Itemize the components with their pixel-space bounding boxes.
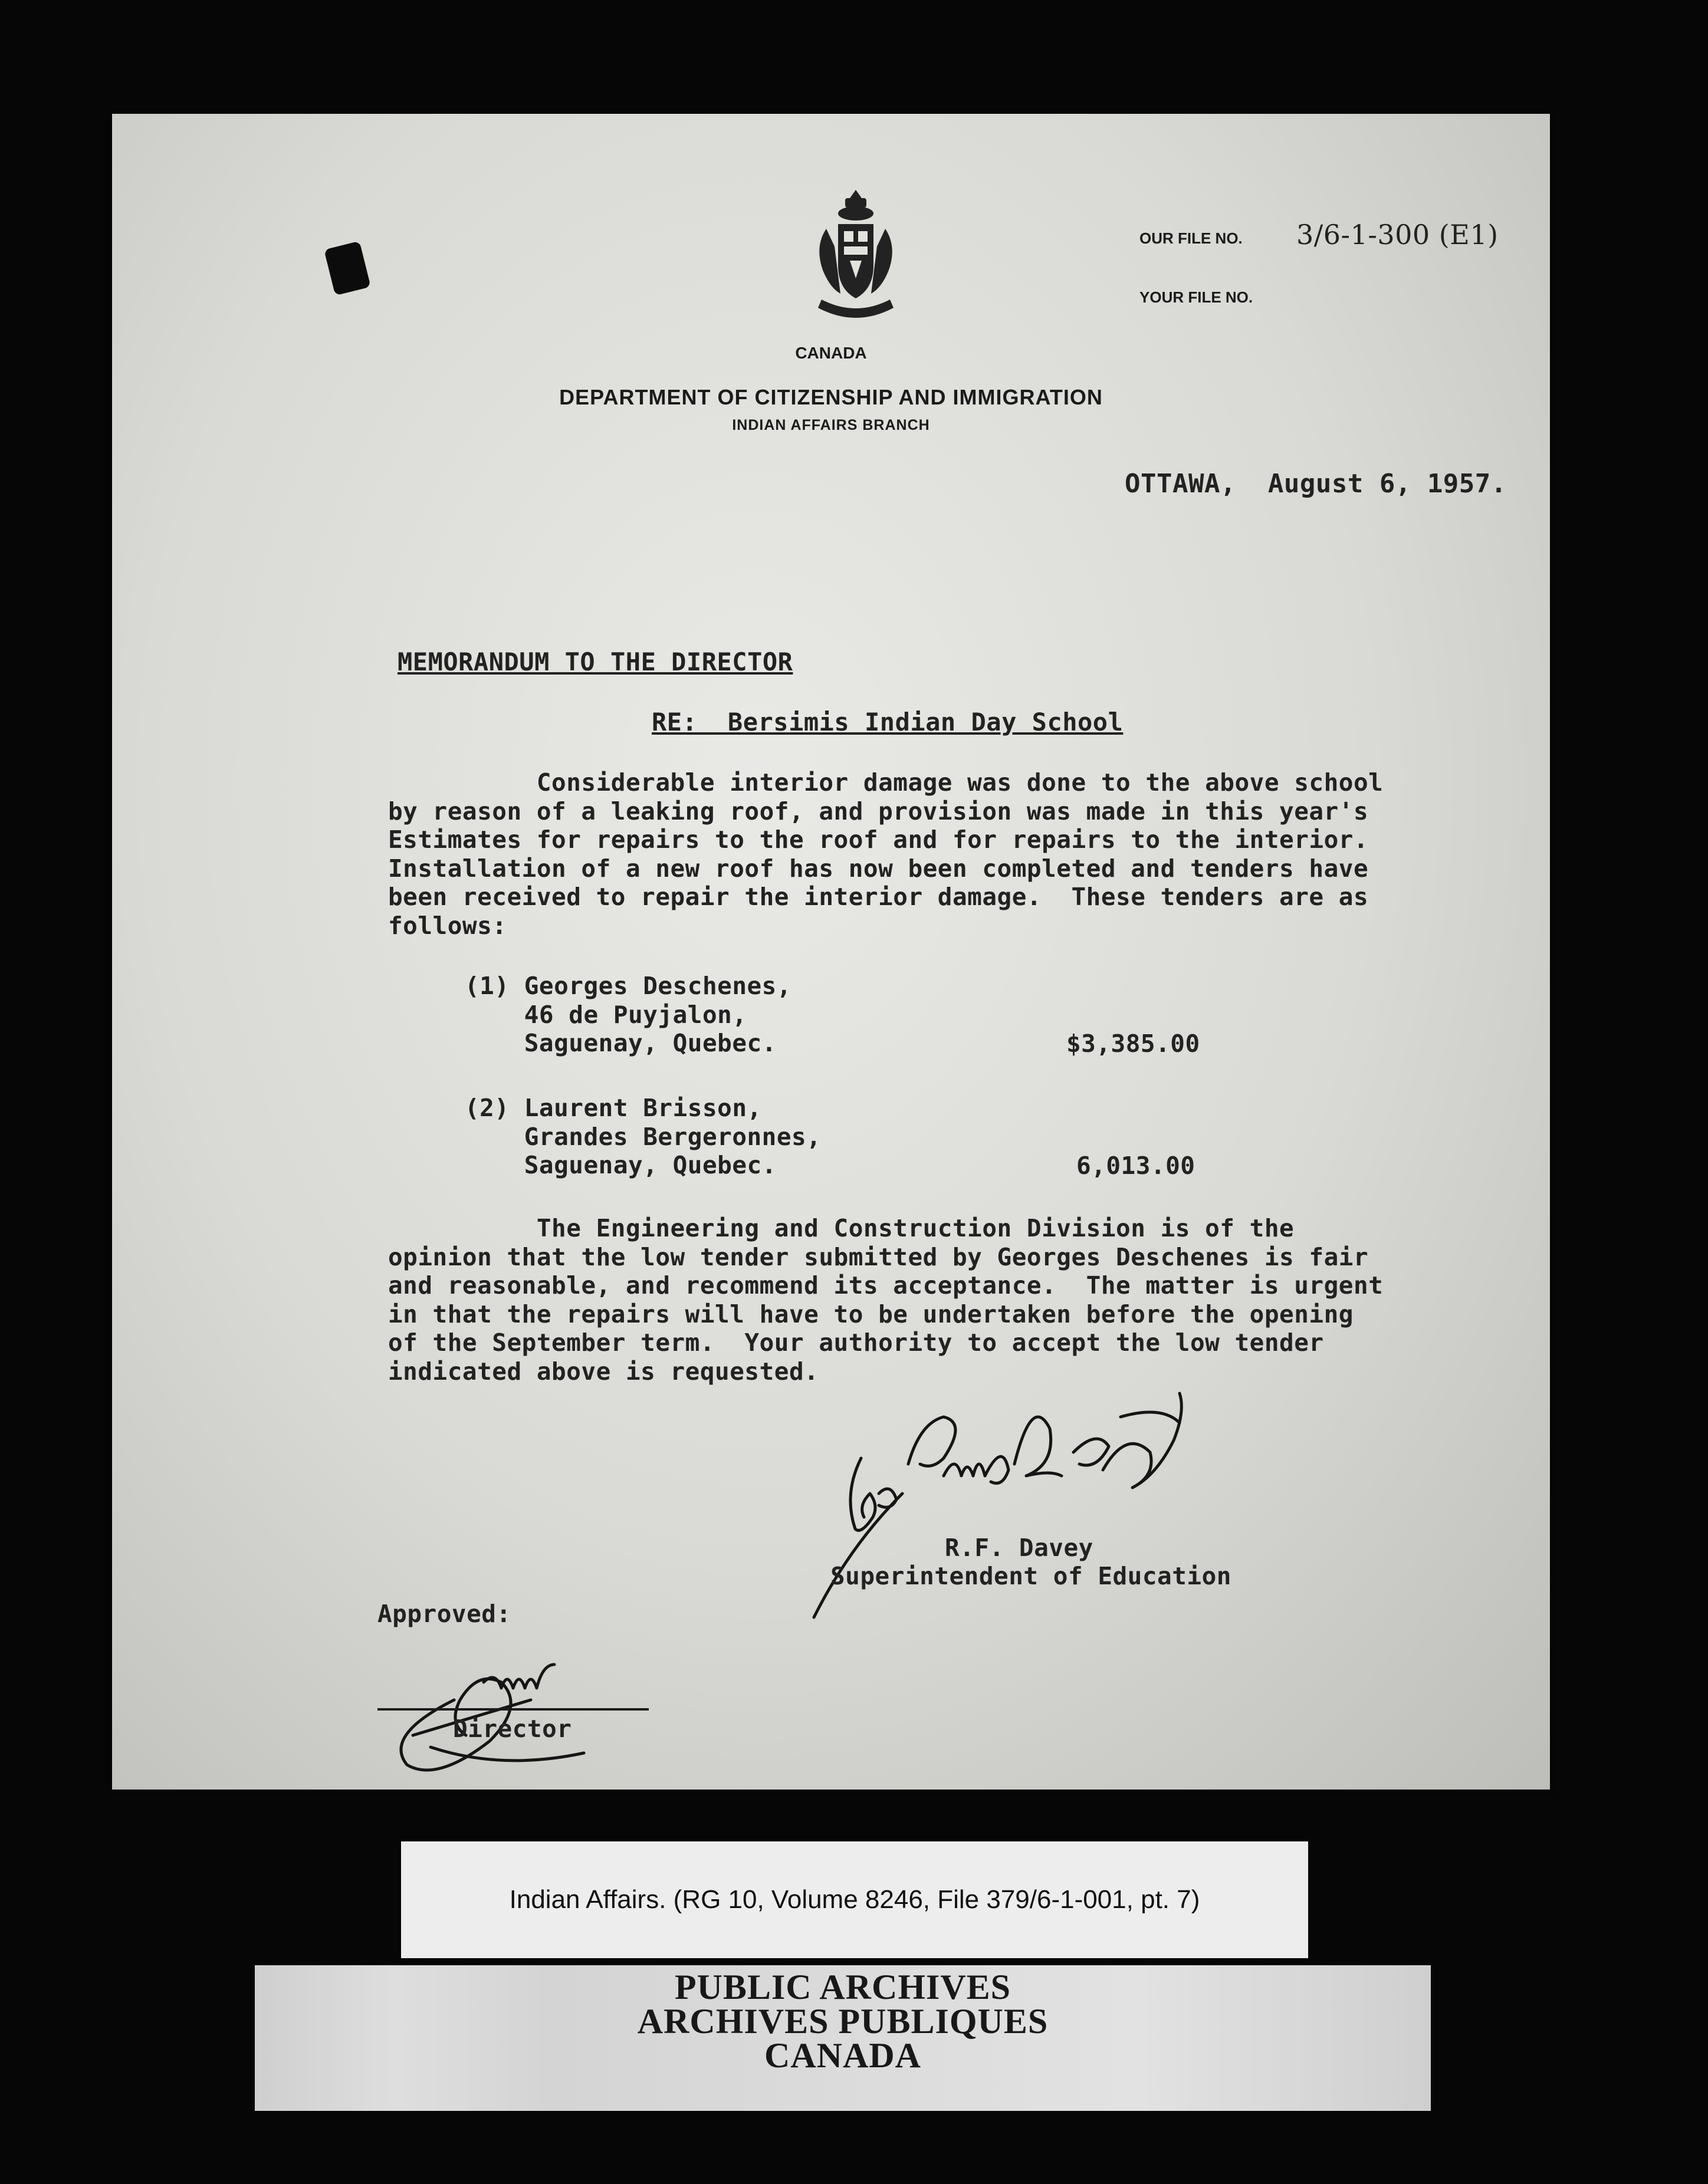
approved-label: Approved: [377, 1600, 511, 1628]
subject-line: RE: Bersimis Indian Day School [652, 708, 1124, 736]
coat-of-arms-icon [798, 188, 914, 323]
archive-citation: Indian Affairs. (RG 10, Volume 8246, File 379/6-1-001, pt. 7) [509, 1885, 1200, 1914]
memo-title: MEMORANDUM TO THE DIRECTOR [398, 647, 793, 676]
signer-title: Superintendent of Education [830, 1562, 1231, 1590]
letterhead-department: DEPARTMENT OF CITIZENSHIP AND IMMIGRATION [559, 385, 1103, 409]
our-file-number: 3/6-1-300 (E1) [1296, 219, 1499, 251]
tender-item-amount: $3,385.00 [1066, 1029, 1200, 1058]
hole-punch-mark [324, 241, 371, 296]
director-signature-line [377, 1708, 649, 1711]
public-archives-stamp [255, 1965, 1431, 2111]
tender-item-amount: 6,013.00 [1076, 1152, 1195, 1180]
body-paragraph: Considerable interior damage was done to the above school by reason of a leaking roof, and provision was made in this year's Estimates for repairs to the roof and for repairs to the interior. Installation of a new roof has now been completed and tenders have been received to repair the interior damage. These tenders are as follows: [388, 768, 1384, 940]
date-line: OTTAWA, August 6, 1957. [1125, 469, 1507, 499]
closing-paragraph: The Engineering and Construction Division is of the opinion that the low tender submitted by Georges Deschenes is fair and reasonable, and recommend its acceptance. The matter is urgent in that the repairs will have to be undertaken before the opening of the September term. Your authority to accept the low tender indicated above is requested. [388, 1214, 1384, 1386]
director-label: Director [453, 1715, 572, 1743]
signature-superintendent [790, 1382, 1274, 1629]
archives-stamp-line: ARCHIVES PUBLIQUES [637, 2002, 1049, 2041]
your-file-label: YOUR FILE NO. [1139, 288, 1253, 306]
our-file-label: OUR FILE NO. [1139, 229, 1243, 247]
tender-item-address: (1) Georges Deschenes, 46 de Puyjalon, Saguenay, Quebec. [465, 972, 792, 1057]
letterhead-country: CANADA [795, 344, 867, 362]
tender-item-address: (2) Laurent Brisson, Grandes Bergeronnes, Saguenay, Quebec. [465, 1094, 822, 1179]
memo-page [112, 114, 1550, 1790]
archives-stamp-line: PUBLIC ARCHIVES [674, 1968, 1011, 2007]
signer-name: R.F. Davey [945, 1534, 1093, 1562]
archives-stamp-line: CANADA [764, 2036, 921, 2075]
letterhead-branch: INDIAN AFFAIRS BRANCH [732, 417, 930, 433]
archive-citation-slip [401, 1841, 1308, 1958]
signature-director [372, 1611, 655, 1782]
